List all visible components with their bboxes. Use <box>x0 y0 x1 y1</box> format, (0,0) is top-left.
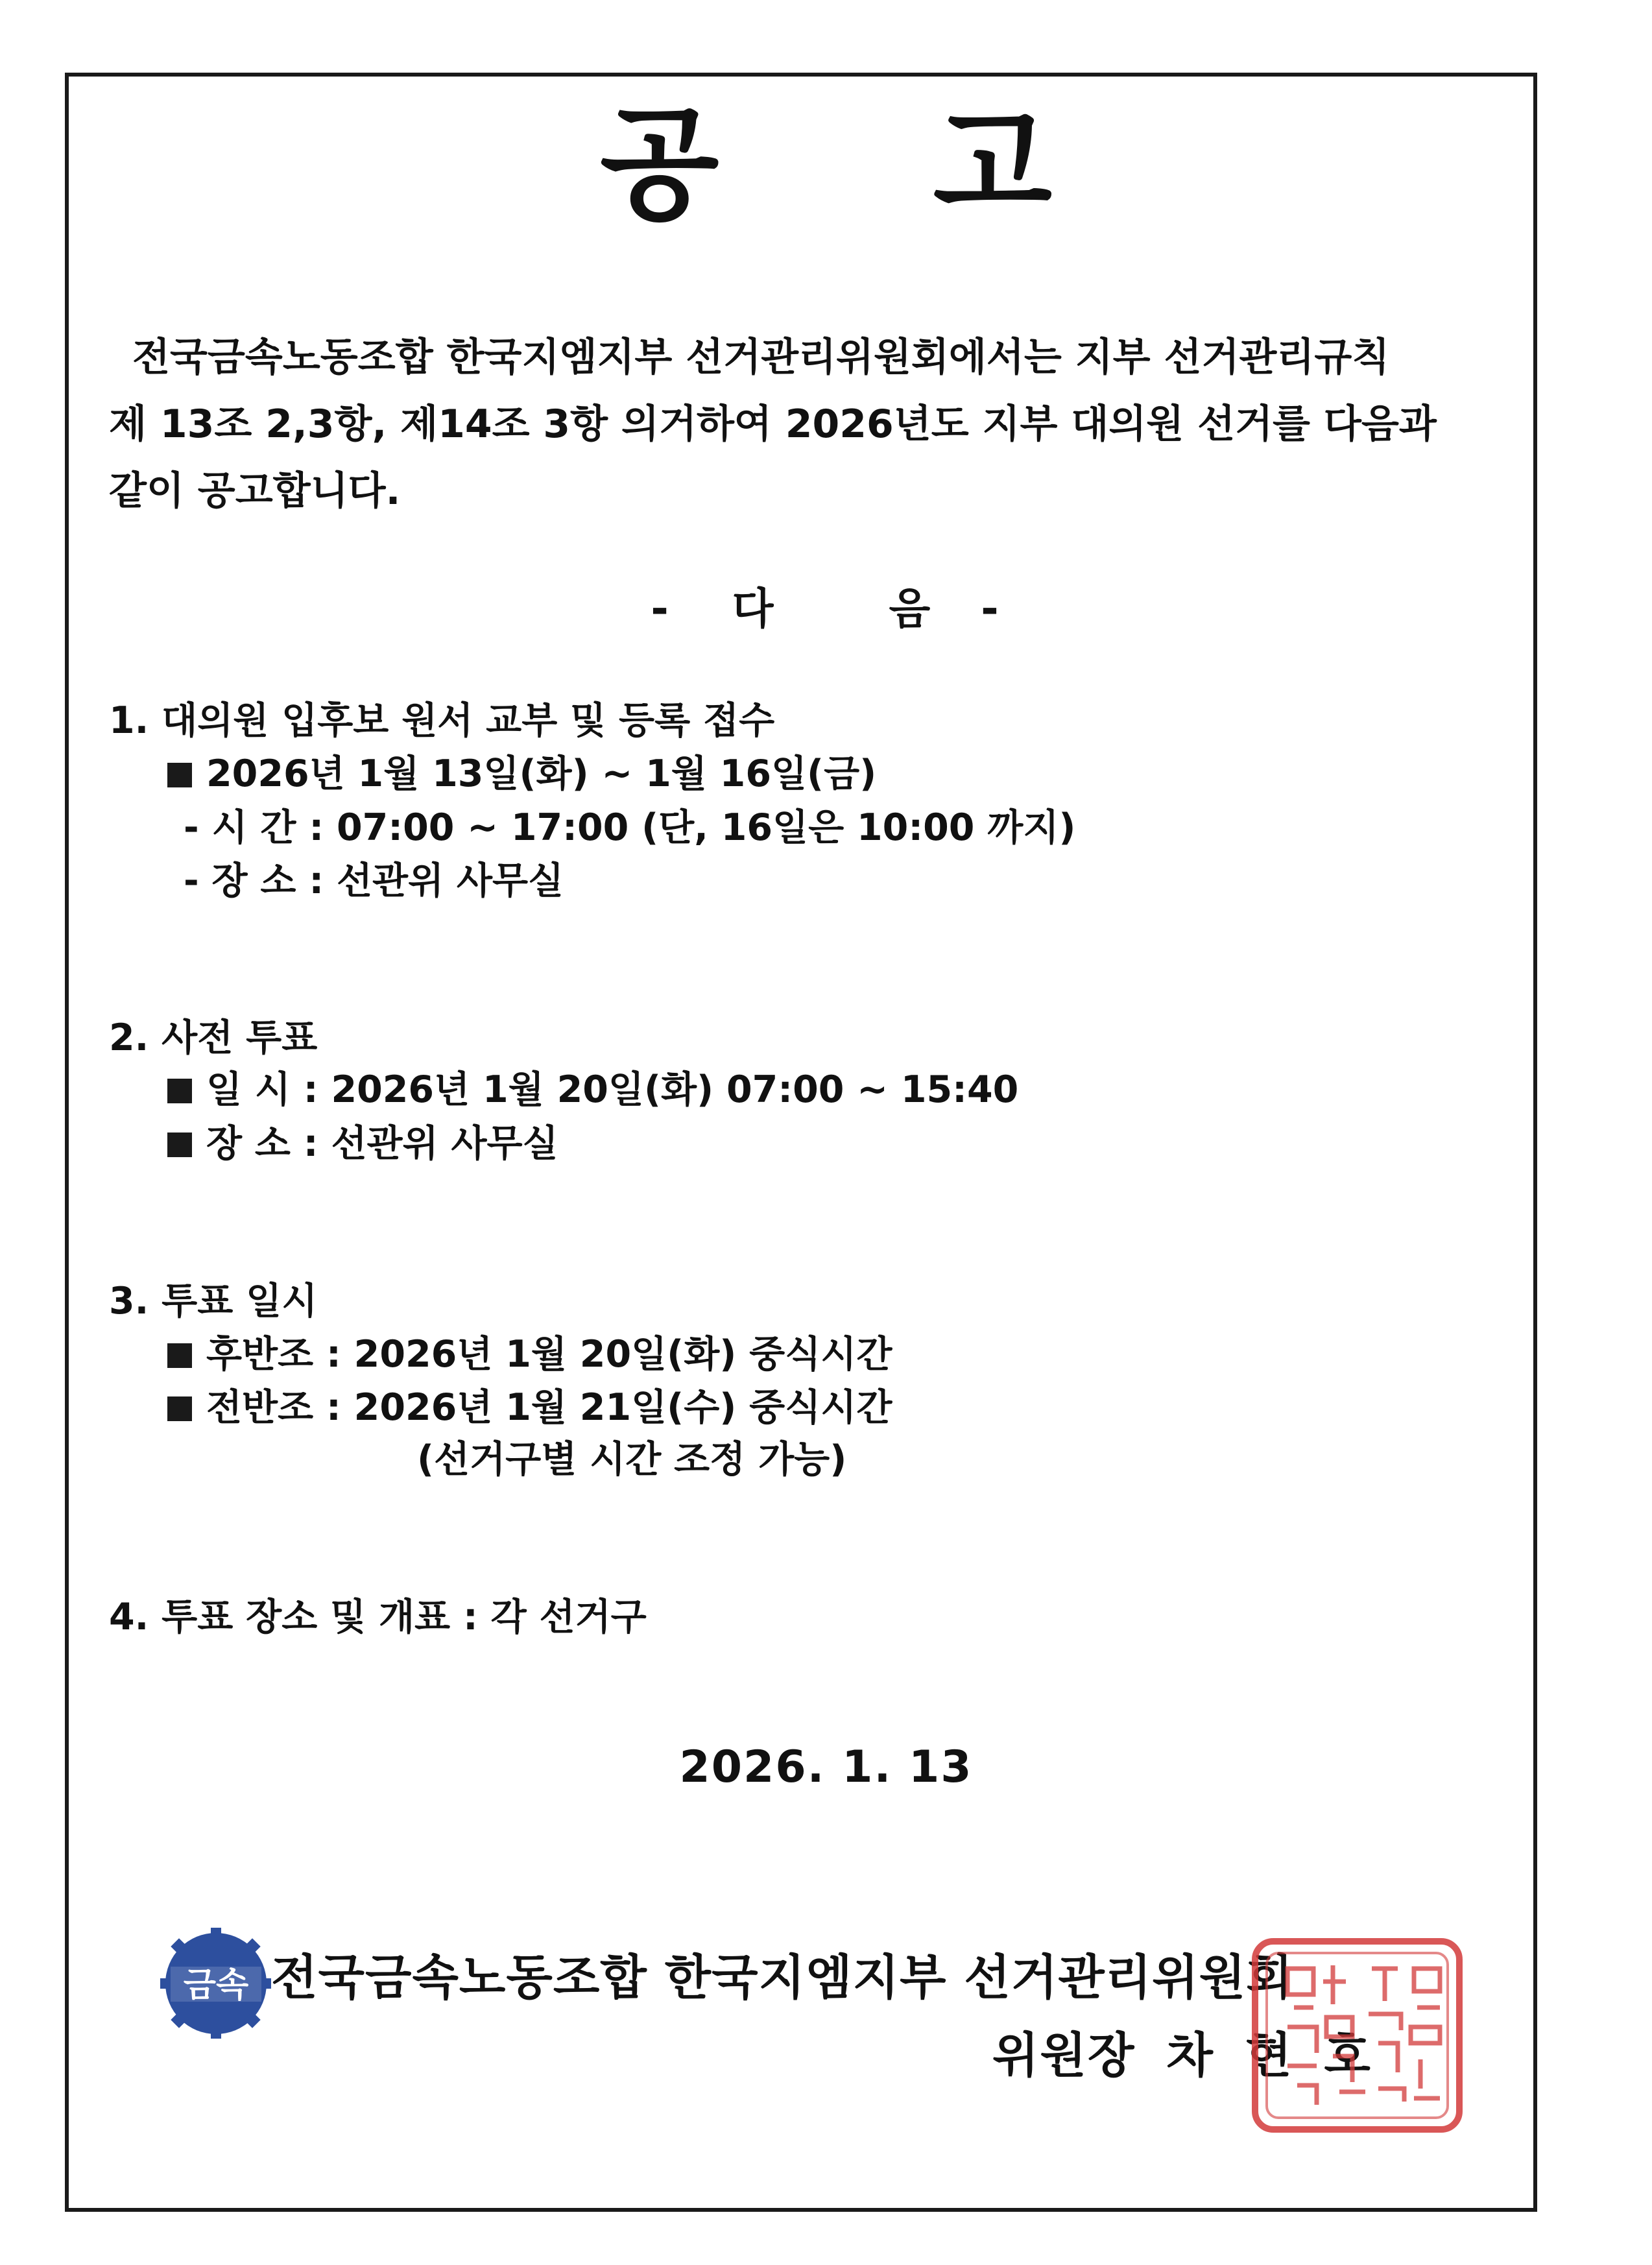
heading-dash-right: - <box>981 584 1001 634</box>
section-heading <box>0 574 1652 636</box>
section-1-date: 2026년 1월 13일(화) ~ 1월 16일(금) <box>167 756 876 793</box>
chair-role: 위원장 <box>992 2028 1136 2083</box>
intro-line-2: 제 13조 2,3항, 제14조 3항 의거하여 2026년도 지부 대의원 선거를 다음과 <box>109 401 1437 447</box>
notice-title <box>0 93 1652 237</box>
section-3-note: (선거구별 시간 조정 가능) <box>417 1438 847 1481</box>
heading-dash-left: - <box>651 584 671 634</box>
bullet-square-icon <box>167 1343 192 1368</box>
organization-name: 전국금속노동조합 한국지엠지부 선거관리위원회 <box>271 1950 1293 2006</box>
union-logo-icon <box>159 1926 272 2040</box>
chair-name-part-1: 차 <box>1166 2028 1214 2083</box>
intro-line-1: 전국금속노동조합 한국지엠지부 선거관리위원회에서는 지부 선거관리규칙 <box>132 335 1390 380</box>
title-char-1: 공 <box>599 93 719 237</box>
heading-word-1: 다 <box>732 584 776 634</box>
title-char-2: 고 <box>933 93 1053 237</box>
section-2-title: 2. 사전 투표 <box>109 1016 318 1059</box>
section-3-title: 3. 투표 일시 <box>109 1280 318 1323</box>
bullet-square-icon <box>167 763 192 787</box>
section-4-title: 4. 투표 장소 및 개표 : 각 선거구 <box>109 1596 647 1638</box>
section-2-date: 일 시 : 2026년 1월 20일(화) 07:00 ~ 15:40 <box>167 1072 1018 1109</box>
section-1-time: - 시 간 : 07:00 ~ 17:00 (단, 16일은 10:00 까지) <box>184 806 1076 849</box>
section-3-late-shift: 후반조 : 2026년 1월 20일(화) 중식시간 <box>167 1336 892 1373</box>
intro-line-3: 같이 공고합니다. <box>109 468 401 514</box>
bullet-square-icon <box>167 1079 192 1103</box>
section-2-place: 장 소 : 선관위 사무실 <box>167 1125 558 1162</box>
heading-word-2: 음 <box>889 584 933 634</box>
section-1-place: - 장 소 : 선관위 사무실 <box>184 859 564 902</box>
red-official-seal-icon <box>1249 1936 1466 2134</box>
bullet-square-icon <box>167 1132 192 1157</box>
bullet-square-icon <box>167 1396 192 1421</box>
chair-name-part-2: 현 <box>1245 2028 1293 2083</box>
section-3-early-shift: 전반조 : 2026년 1월 21일(수) 중식시간 <box>167 1389 892 1426</box>
notice-date: 2026. 1. 13 <box>679 1742 973 1793</box>
chair-name-part-3: 호 <box>1324 2028 1372 2083</box>
intro-paragraph <box>109 324 1497 525</box>
logo-text: 금속 <box>183 1966 249 2005</box>
section-1-title: 1. 대의원 입후보 원서 교부 및 등록 접수 <box>109 699 775 742</box>
